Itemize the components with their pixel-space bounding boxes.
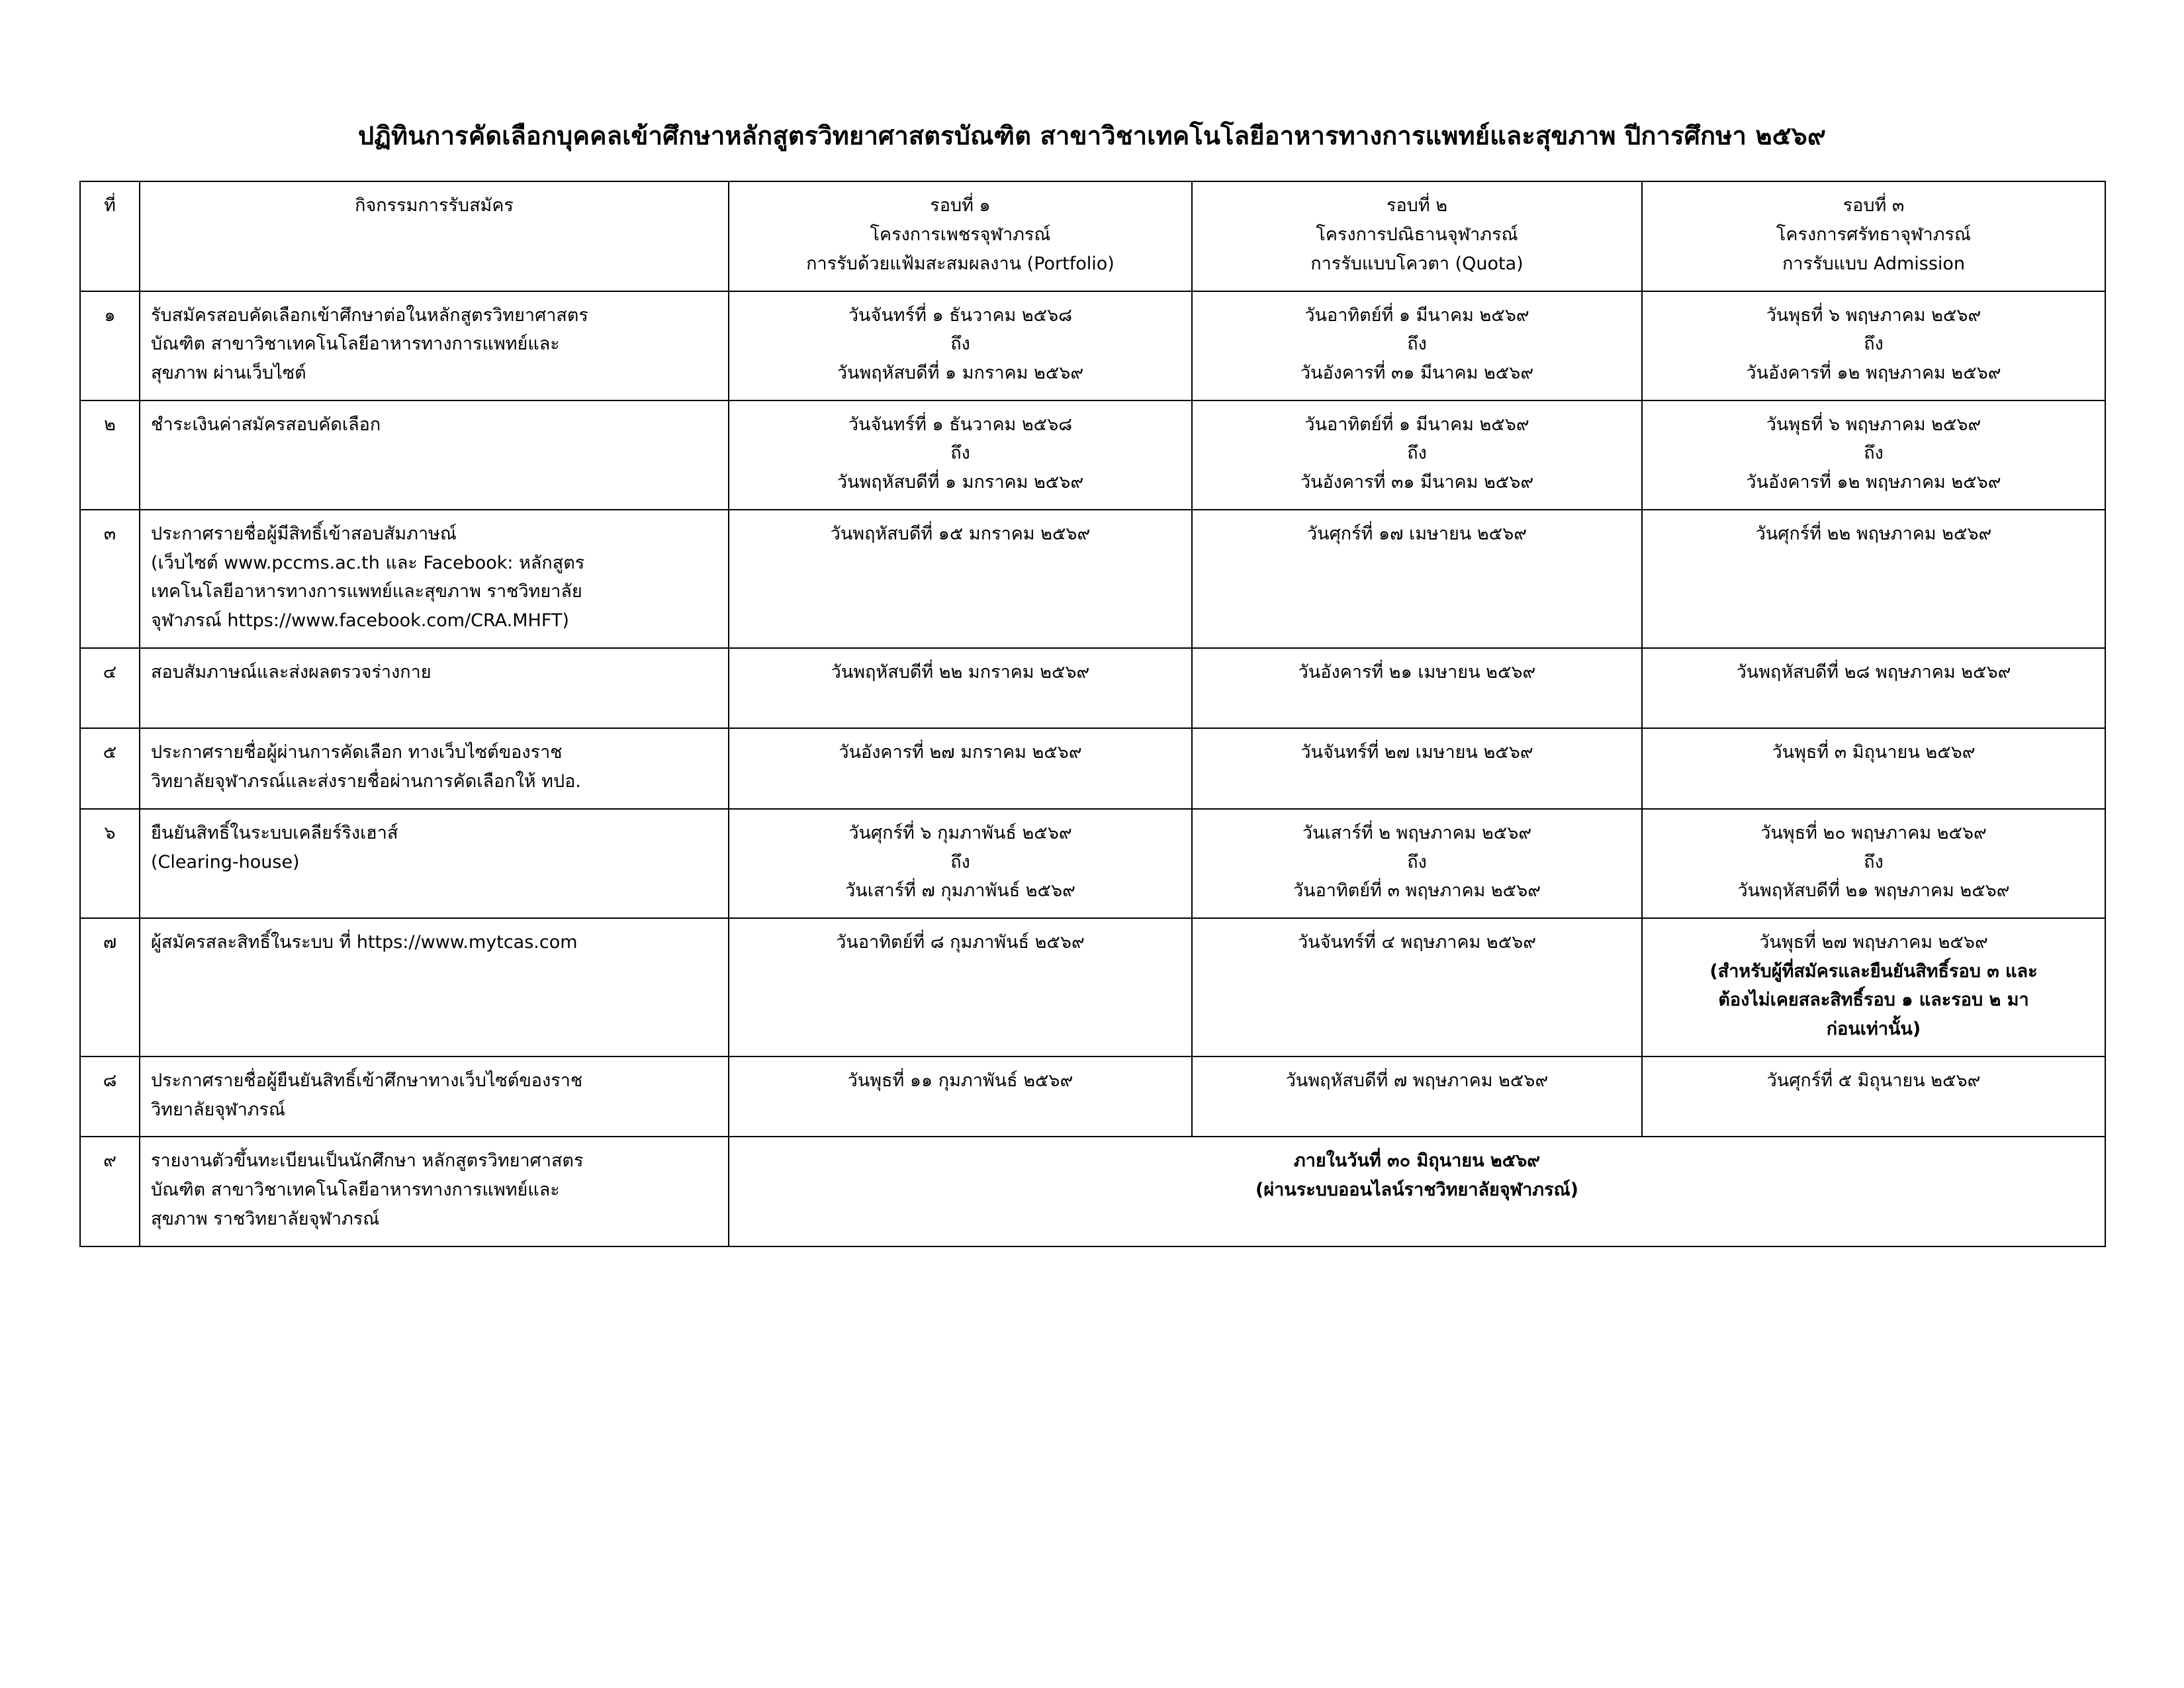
activity-line: สุขภาพ ราชวิทยาลัยจุฬาภรณ์ (151, 1208, 380, 1229)
date-line: ถึง (950, 851, 970, 872)
date-line: ถึง (950, 334, 970, 355)
row-number: ๗ (80, 918, 140, 1056)
row-number: ๑ (80, 291, 140, 400)
row-number: ๕ (80, 728, 140, 808)
date-line: วันศุกร์ที่ ๖ กุมภาพันธ์ ๒๕๖๙ (848, 822, 1072, 843)
date-line: วันพฤหัสบดีที่ ๗ พฤษภาคม ๒๕๖๙ (1285, 1070, 1549, 1091)
date-line: วันพุธที่ ๑๑ กุมภาพันธ์ ๒๕๖๙ (847, 1070, 1073, 1091)
row-round2-date (1192, 648, 1642, 728)
date-note-line: (สำหรับผู้ที่สมัครและยืนยันสิทธิ์รอบ ๓ และ (1709, 961, 2038, 982)
activity-line: (Clearing-house) (151, 851, 300, 872)
round2-header-line3: การรับแบบโควตา (Quota) (1310, 253, 1524, 274)
activity-line: สอบสัมภาษณ์และส่งผลตรวจร่างกาย (151, 661, 432, 682)
date-line: วันอาทิตย์ที่ ๑ มีนาคม ๒๕๖๙ (1304, 305, 1529, 326)
row-round2-date (1192, 1056, 1642, 1137)
date-line: วันศุกร์ที่ ๑๗ เมษายน ๒๕๖๙ (1306, 523, 1527, 544)
date-line: วันพุธที่ ๖ พฤษภาคม ๒๕๖๙ (1766, 414, 1981, 435)
round3-header-line1: รอบที่ ๓ (1843, 195, 1905, 216)
round2-header-line1: รอบที่ ๒ (1386, 195, 1448, 216)
activity-line: ยืนยันสิทธิ์ในระบบเคลียร์ริงเฮาส์ (151, 822, 398, 843)
date-line: ถึง (1864, 443, 1884, 464)
table-header-row (80, 181, 2105, 291)
round3-header-line3: การรับแบบ Admission (1782, 253, 1966, 274)
row-round1-date (729, 918, 1192, 1056)
activity-line: ประกาศรายชื่อผู้มีสิทธิ์เข้าสอบสัมภาษณ์ (151, 523, 457, 544)
date-line: ถึง (1864, 851, 1884, 872)
date-line: วันพุธที่ ๒๗ พฤษภาคม ๒๕๖๙ (1759, 931, 1988, 953)
activity-line-blank (151, 687, 717, 716)
row-round2-date (1192, 400, 1642, 510)
row-activity (140, 400, 729, 510)
activity-line: รับสมัครสอบคัดเลือกเข้าศึกษาต่อในหลักสูตรวิทยาศาสตร (151, 305, 588, 326)
activity-line: บัณฑิต สาขาวิชาเทคโนโลยีอาหารทางการแพทย์และ (151, 334, 560, 355)
row-round3-date (1642, 918, 2105, 1056)
round3-header-line2: โครงการศรัทธาจุฬาภรณ์ (1776, 224, 1972, 246)
row-number: ๙ (80, 1137, 140, 1246)
row-round1-date (729, 1056, 1192, 1137)
row-round2-date (1192, 809, 1642, 918)
table-row (80, 1056, 2105, 1137)
merged-note-line: (ผ่านระบบออนไลน์ราชวิทยาลัยจุฬาภรณ์) (1255, 1180, 1578, 1201)
activity-line: ประกาศรายชื่อผู้ผ่านการคัดเลือก ทางเว็บไซต์ของราช (151, 742, 563, 763)
date-line: วันพุธที่ ๖ พฤษภาคม ๒๕๖๙ (1766, 305, 1981, 326)
activity-line: (เว็บไซต์ www.pccms.ac.th และ Facebook: หลักสูตร (151, 552, 585, 573)
activity-line: สุขภาพ ผ่านเว็บไซต์ (151, 362, 306, 383)
row-number: ๖ (80, 809, 140, 918)
date-line: วันเสาร์ที่ ๒ พฤษภาคม ๒๕๖๙ (1302, 822, 1532, 843)
date-line: วันอังคารที่ ๑๒ พฤษภาคม ๒๕๖๙ (1746, 472, 2001, 493)
row-activity (140, 291, 729, 400)
row-activity (140, 918, 729, 1056)
row-round2-date (1192, 728, 1642, 808)
date-note-line: ก่อนเท่านั้น) (1826, 1019, 1921, 1040)
date-line: วันพุธที่ ๒๐ พฤษภาคม ๒๕๖๙ (1760, 822, 1987, 843)
row-round2-date (1192, 291, 1642, 400)
row-merged-note (729, 1137, 2105, 1246)
table-row (80, 918, 2105, 1056)
date-line: วันพฤหัสบดีที่ ๑ มกราคม ๒๕๖๙ (837, 472, 1084, 493)
column-header-no: ที่ (80, 181, 140, 291)
activity-line: จุฬาภรณ์ https://www.facebook.com/CRA.MHFT) (151, 610, 569, 632)
row-round3-date (1642, 291, 2105, 400)
date-line: วันอังคารที่ ๓๑ มีนาคม ๒๕๖๙ (1300, 362, 1534, 383)
row-round3-date (1642, 728, 2105, 808)
date-line: วันอาทิตย์ที่ ๓ พฤษภาคม ๒๕๖๙ (1293, 880, 1541, 902)
round1-header-line2: โครงการเพชรจุฬาภรณ์ (870, 224, 1051, 246)
date-line: วันพุธที่ ๓ มิถุนายน ๒๕๖๙ (1772, 742, 1976, 763)
column-header-activity: กิจกรรมการรับสมัคร (140, 181, 729, 291)
activity-line: บัณฑิต สาขาวิชาเทคโนโลยีอาหารทางการแพทย์และ (151, 1180, 560, 1201)
date-line: วันอาทิตย์ที่ ๘ กุมภาพันธ์ ๒๕๖๙ (836, 931, 1085, 953)
admission-calendar-table (79, 181, 2106, 1246)
date-line: วันจันทร์ที่ ๔ พฤษภาคม ๒๕๖๙ (1297, 931, 1537, 953)
table-row (80, 728, 2105, 808)
row-round3-date (1642, 648, 2105, 728)
activity-line: เทคโนโลยีอาหารทางการแพทย์และสุขภาพ ราชวิทยาลัย (151, 581, 582, 602)
table-row (80, 809, 2105, 918)
row-activity (140, 648, 729, 728)
date-line: ถึง (950, 443, 970, 464)
page-title: ปฏิทินการคัดเลือกบุคคลเข้าศึกษาหลักสูตรวิทยาศาสตรบัณฑิต สาขาวิชาเทคโนโลยีอาหารทางการแพทย์และสุขภาพ ปีการศึกษา ๒๕๖๙ (357, 121, 1827, 150)
activity-line: วิทยาลัยจุฬาภรณ์ (151, 1099, 286, 1120)
date-line: วันจันทร์ที่ ๒๗ เมษายน ๒๕๖๙ (1300, 742, 1533, 763)
date-line: วันพฤหัสบดีที่ ๒๘ พฤษภาคม ๒๕๖๙ (1736, 661, 2011, 682)
row-activity (140, 809, 729, 918)
date-line: วันอาทิตย์ที่ ๑ มีนาคม ๒๕๖๙ (1304, 414, 1529, 435)
table-row (80, 1137, 2105, 1246)
date-line: วันจันทร์ที่ ๑ ธันวาคม ๒๕๖๘ (848, 305, 1073, 326)
activity-line: วิทยาลัยจุฬาภรณ์และส่งรายชื่อผ่านการคัดเลือกให้ ทปอ. (151, 771, 581, 792)
row-round3-date (1642, 809, 2105, 918)
date-line: วันจันทร์ที่ ๑ ธันวาคม ๒๕๖๘ (848, 414, 1073, 435)
date-line: วันอังคารที่ ๒๑ เมษายน ๒๕๖๙ (1298, 661, 1536, 682)
date-line: วันอังคารที่ ๓๑ มีนาคม ๒๕๖๙ (1300, 472, 1534, 493)
row-activity (140, 1137, 729, 1246)
date-line: ถึง (1407, 851, 1427, 872)
date-line: ถึง (1407, 443, 1427, 464)
date-line: วันพฤหัสบดีที่ ๒๑ พฤษภาคม ๒๕๖๙ (1737, 880, 2010, 902)
row-number: ๘ (80, 1056, 140, 1137)
activity-line: ชำระเงินค่าสมัครสอบคัดเลือก (151, 414, 381, 435)
date-line: วันศุกร์ที่ ๒๒ พฤษภาคม ๒๕๖๙ (1755, 523, 1992, 544)
date-line: วันเสาร์ที่ ๗ กุมภาพันธ์ ๒๕๖๙ (845, 880, 1075, 902)
row-round1-date (729, 648, 1192, 728)
row-round2-date (1192, 918, 1642, 1056)
date-line: วันพฤหัสบดีที่ ๑ มกราคม ๒๕๖๙ (837, 362, 1084, 383)
date-line: ถึง (1864, 334, 1884, 355)
date-line: วันพฤหัสบดีที่ ๑๕ มกราคม ๒๕๖๙ (830, 523, 1091, 544)
column-header-round3 (1642, 181, 2105, 291)
row-round3-date (1642, 510, 2105, 648)
row-activity (140, 510, 729, 648)
row-round2-date (1192, 510, 1642, 648)
row-number: ๒ (80, 400, 140, 510)
date-line: วันศุกร์ที่ ๕ มิถุนายน ๒๕๖๙ (1766, 1070, 1981, 1091)
column-header-round1 (729, 181, 1192, 291)
row-activity (140, 1056, 729, 1137)
column-header-round2 (1192, 181, 1642, 291)
table-row (80, 648, 2105, 728)
row-number: ๓ (80, 510, 140, 648)
row-round1-date (729, 728, 1192, 808)
date-line: วันพฤหัสบดีที่ ๒๒ มกราคม ๒๕๖๙ (831, 661, 1090, 682)
activity-line: ผู้สมัครสละสิทธิ์ในระบบ ที่ https://www.mytcas.com (151, 931, 578, 953)
activity-line: ประกาศรายชื่อผู้ยืนยันสิทธิ์เข้าศึกษาทางเว็บไซต์ของราช (151, 1070, 583, 1091)
table-row (80, 510, 2105, 648)
row-round1-date (729, 510, 1192, 648)
merged-note-line: ภายในวันที่ ๓๐ มิถุนายน ๒๕๖๙ (1293, 1150, 1541, 1172)
row-number: ๔ (80, 648, 140, 728)
table-row (80, 291, 2105, 400)
round2-header-line2: โครงการปณิธานจุฬาภรณ์ (1316, 224, 1518, 246)
row-round1-date (729, 291, 1192, 400)
row-round3-date (1642, 1056, 2105, 1137)
date-line: วันอังคารที่ ๑๒ พฤษภาคม ๒๕๖๙ (1746, 362, 2001, 383)
activity-line: รายงานตัวขึ้นทะเบียนเป็นนักศึกษา หลักสูตรวิทยาศาสตร (151, 1150, 584, 1172)
table-body (80, 291, 2105, 1246)
round1-header-line1: รอบที่ ๑ (930, 195, 991, 216)
date-note-line: ต้องไม่เคยสละสิทธิ์รอบ ๑ และรอบ ๒ มา (1718, 990, 2029, 1011)
table-header (80, 181, 2105, 291)
date-line: ถึง (1407, 334, 1427, 355)
round1-header-line3: การรับด้วยแฟ้มสะสมผลงาน (Portfolio) (806, 253, 1115, 274)
row-activity (140, 728, 729, 808)
table-row (80, 400, 2105, 510)
row-round1-date (729, 809, 1192, 918)
row-round3-date (1642, 400, 2105, 510)
row-round1-date (729, 400, 1192, 510)
date-line: วันอังคารที่ ๒๗ มกราคม ๒๕๖๙ (839, 742, 1082, 763)
